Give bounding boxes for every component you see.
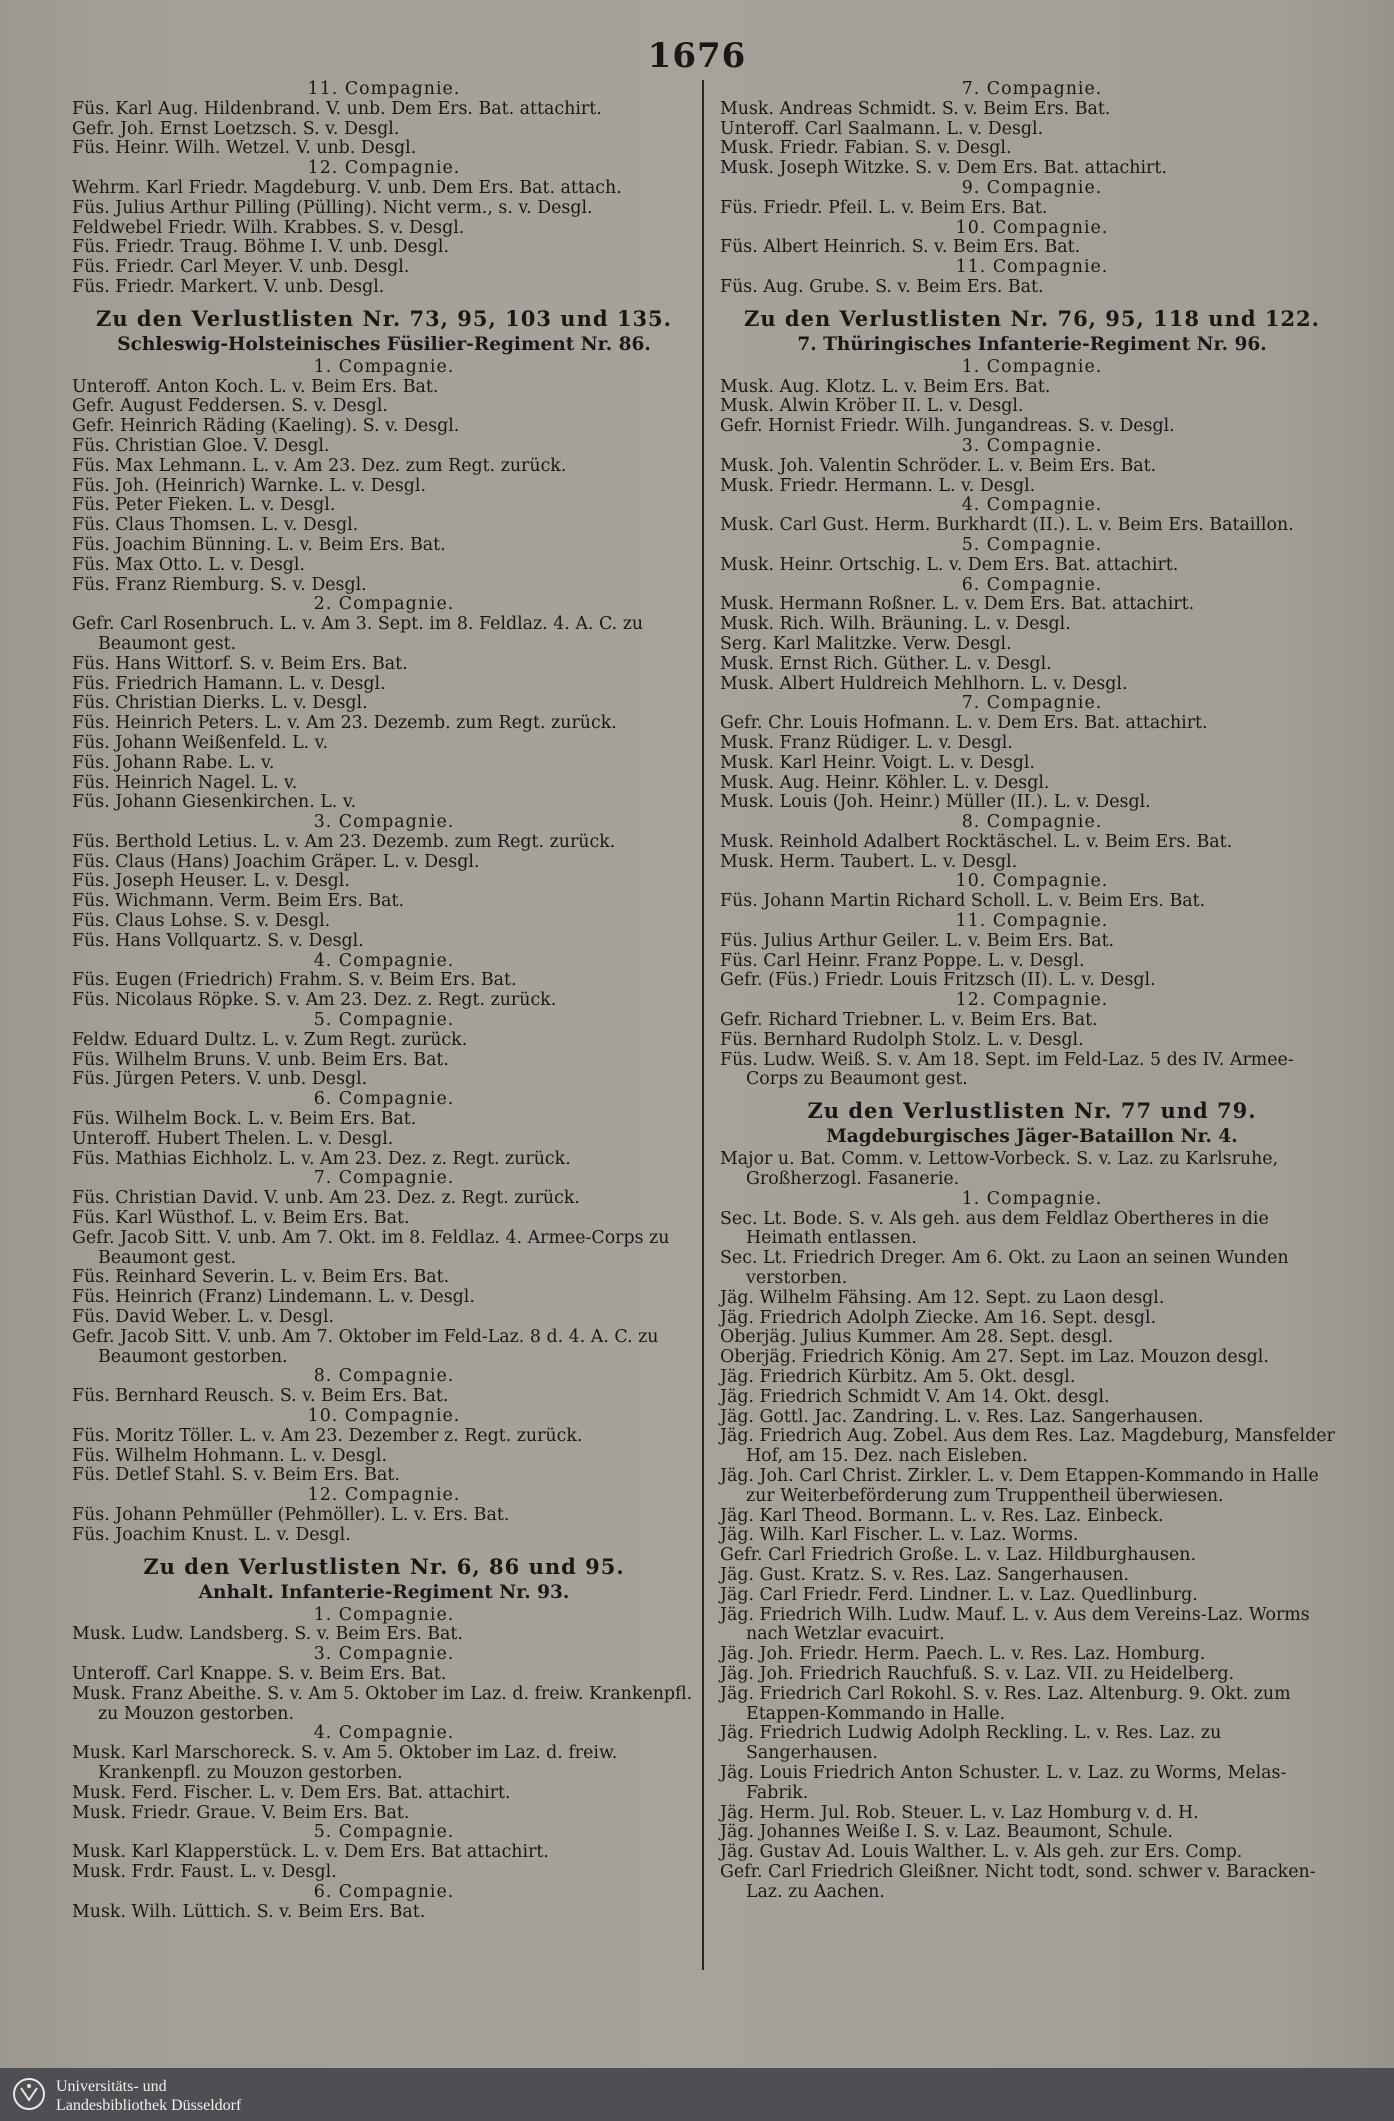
casualty-entry: Füs. Heinrich (Franz) Lindemann. L. v. Desgl. [72, 1287, 475, 1308]
casualty-entry: Füs. Friedr. Markert. V. unb. Desgl. [72, 276, 385, 297]
casualty-list-heading: Zu den Verlustlisten Nr. 77 und 79. [807, 1098, 1257, 1124]
casualty-entry: Musk. Karl Klapperstück. L. v. Dem Ers. Bat attachirt. [72, 1842, 549, 1863]
casualty-entry: Jäg. Friedrich Ludwig Adolph Reckling. L. v. Res. Laz. zu Sangerhausen. [720, 1723, 1222, 1764]
casualty-entry: Füs. Julius Arthur Pilling (Pülling). Nicht verm., s. v. Desgl. [72, 197, 593, 218]
company-heading: 8. Compagnie. [961, 812, 1103, 833]
casualty-entry: Musk. Joh. Valentin Schröder. L. v. Beim Ers. Bat. [720, 455, 1157, 476]
casualty-entry: Jäg. Louis Friedrich Anton Schuster. L. v. Laz. zu Worms, Melas-Fabrik. [720, 1762, 1287, 1803]
company-heading: 4. Compagnie. [313, 950, 455, 971]
casualty-entry: Jäg. Friedrich Schmidt V. Am 14. Okt. desgl. [720, 1386, 1110, 1407]
casualty-entry: Füs. Claus (Hans) Joachim Gräper. L. v. Desgl. [72, 851, 480, 872]
casualty-entry: Füs. Jürgen Peters. V. unb. Desgl. [72, 1069, 368, 1090]
casualty-entry: Musk. Reinhold Adalbert Rocktäschel. L. v. Beim Ers. Bat. [720, 831, 1233, 852]
company-heading: 3. Compagnie. [961, 435, 1103, 456]
casualty-entry: Füs. Christian Dierks. L. v. Desgl. [72, 693, 368, 714]
casualty-entry: Füs. Bernhard Rudolph Stolz. L. v. Desgl. [720, 1029, 1084, 1050]
company-heading: 8. Compagnie. [313, 1366, 455, 1387]
casualty-entry: Füs. David Weber. L. v. Desgl. [72, 1307, 335, 1328]
casualty-entry: Musk. Albert Huldreich Mehlhorn. L. v. Desgl. [720, 673, 1128, 694]
casualty-entry: Füs. Johann Weißenfeld. L. v. [72, 732, 328, 753]
casualty-entry: Musk. Ludw. Landsberg. S. v. Beim Ers. Bat. [72, 1624, 463, 1645]
casualty-entry: Füs. Peter Fieken. L. v. Desgl. [72, 495, 336, 516]
regiment-heading: Magdeburgisches Jäger-Bataillon Nr. 4. [826, 1126, 1238, 1148]
casualty-entry: Füs. Moritz Töller. L. v. Am 23. Dezember z. Regt. zurück. [72, 1425, 583, 1446]
casualty-entry: Musk. Herm. Taubert. L. v. Desgl. [720, 851, 1018, 872]
casualty-entry: Gefr. Joh. Ernst Loetzsch. S. v. Desgl. [72, 118, 400, 139]
casualty-entry: Jäg. Joh. Friedrich Rauchfuß. S. v. Laz. VII. zu Heidelberg. [720, 1663, 1235, 1684]
regiment-heading: Schleswig-Holsteinisches Füsilier-Regiment Nr. 86. [117, 333, 651, 355]
casualty-entry: Musk. Friedr. Hermann. L. v. Desgl. [720, 475, 1036, 496]
company-heading: 1. Compagnie. [961, 356, 1103, 377]
casualty-entry: Füs. Hans Wittorf. S. v. Beim Ers. Bat. [72, 653, 408, 674]
casualty-entry: Füs. Berthold Letius. L. v. Am 23. Dezemb. zum Regt. zurück. [72, 831, 616, 852]
casualty-entry: Gefr. Carl Friedrich Große. L. v. Laz. Hildburghausen. [720, 1545, 1196, 1566]
company-heading: 3. Compagnie. [313, 812, 455, 833]
casualty-entry: Musk. Heinr. Ortschig. L. v. Dem Ers. Bat. attachirt. [720, 554, 1179, 575]
company-heading: 9. Compagnie. [961, 177, 1103, 198]
company-heading: 12. Compagnie. [307, 1485, 461, 1506]
casualty-entry: Serg. Karl Malitzke. Verw. Desgl. [720, 633, 1012, 654]
casualty-entry: Füs. Claus Thomsen. L. v. Desgl. [72, 515, 359, 536]
company-heading: 1. Compagnie. [961, 1188, 1103, 1209]
regiment-heading: 7. Thüringisches Infanterie-Regiment Nr. 96. [797, 333, 1267, 355]
casualty-entry: Sec. Lt. Friedrich Dreger. Am 6. Okt. zu Laon an seinen Wunden verstorben. [720, 1248, 1289, 1289]
casualty-entry: Musk. Louis (Joh. Heinr.) Müller (II.). L. v. Desgl. [720, 792, 1151, 813]
casualty-entry: Jäg. Joh. Carl Christ. Zirkler. L. v. Dem Etappen-Kommando in Halle zur Weiterbeförderung zum Truppentheil überwiesen. [720, 1466, 1319, 1506]
casualty-entry: Füs. Ludw. Weiß. S. v. Am 18. Sept. im Feld-Laz. 5 des IV. Armee-Corps zu Beaumont gest. [720, 1049, 1294, 1090]
company-heading: 12. Compagnie. [955, 990, 1109, 1011]
casualty-entry: Füs. Wichmann. Verm. Beim Ers. Bat. [72, 891, 405, 912]
casualty-entry: Gefr. Jacob Sitt. V. unb. Am 7. Okt. im 8. Feldlaz. 4. Armee-Corps zu Beaumont gest. [72, 1227, 670, 1268]
casualty-entry: Füs. Mathias Eichholz. L. v. Am 23. Dez. z. Regt. zurück. [72, 1148, 571, 1169]
ulb-logo-icon [12, 2076, 46, 2112]
casualty-entry: Füs. Johann Giesenkirchen. L. v. [72, 792, 357, 813]
casualty-entry: Jäg. Wilh. Karl Fischer. L. v. Laz. Worms. [720, 1525, 1079, 1546]
casualty-entry: Jäg. Joh. Friedr. Herm. Paech. L. v. Res. Laz. Homburg. [720, 1644, 1206, 1665]
casualty-entry: Musk. Andreas Schmidt. S. v. Beim Ers. Bat. [720, 98, 1111, 119]
casualty-entry: Füs. Heinrich Peters. L. v. Am 23. Dezemb. zum Regt. zurück. [72, 713, 617, 734]
casualty-entry: Gefr. August Feddersen. S. v. Desgl. [72, 396, 388, 417]
company-heading: 5. Compagnie. [961, 534, 1103, 555]
casualty-entry: Füs. Johann Pehmüller (Pehmöller). L. v. Ers. Bat. [72, 1504, 510, 1525]
casualty-list-heading: Zu den Verlustlisten Nr. 73, 95, 103 und 135. [96, 305, 672, 331]
casualty-entry: Jäg. Carl Friedr. Ferd. Lindner. L. v. Laz. Quedlinburg. [720, 1584, 1198, 1605]
casualty-entry: Füs. Christian David. V. unb. Am 23. Dez. z. Regt. zurück. [72, 1188, 580, 1209]
casualty-entry: Füs. Wilhelm Bock. L. v. Beim Ers. Bat. [72, 1109, 417, 1130]
casualty-entry: Füs. Karl Aug. Hildenbrand. V. unb. Dem Ers. Bat. attachirt. [72, 98, 602, 119]
casualty-entry: Füs. Friedr. Traug. Böhme I. V. unb. Desgl. [72, 237, 449, 258]
casualty-entry: Musk. Aug. Heinr. Köhler. L. v. Desgl. [720, 772, 1050, 793]
casualty-entry: Feldw. Eduard Dultz. L. v. Zum Regt. zurück. [72, 1029, 468, 1050]
company-heading: 10. Compagnie. [955, 217, 1109, 238]
casualty-entry: Oberjäg. Friedrich König. Am 27. Sept. im Laz. Mouzon desgl. [720, 1347, 1269, 1368]
casualty-entry: Jäg. Friedrich Adolph Ziecke. Am 16. Sept. desgl. [720, 1307, 1157, 1328]
casualty-entry: Musk. Ernst Rich. Güther. L. v. Desgl. [720, 653, 1052, 674]
casualty-entry: Jäg. Friedrich Carl Rokohl. S. v. Res. Laz. Altenburg. 9. Okt. zum Etappen-Kommando in Halle. [720, 1683, 1291, 1724]
casualty-entry: Füs. Joh. (Heinrich) Warnke. L. v. Desgl. [72, 475, 427, 496]
library-name-line-1: Universitäts- und [56, 2078, 167, 2095]
casualty-entry: Jäg. Karl Theod. Bormann. L. v. Res. Laz. Einbeck. [720, 1505, 1164, 1526]
casualty-entry: Musk. Hermann Roßner. L. v. Dem Ers. Bat. attachirt. [720, 594, 1195, 615]
casualty-entry: Jäg. Friedrich Aug. Zobel. Aus dem Res. Laz. Magdeburg, Mansfelder Hof, am 15. Dez. nach Eisleben. [720, 1426, 1335, 1467]
casualty-entry: Füs. Reinhard Severin. L. v. Beim Ers. Bat. [72, 1267, 450, 1288]
casualty-entry: Füs. Johann Martin Richard Scholl. L. v. Beim Ers. Bat. [720, 891, 1206, 912]
casualty-entry: Füs. Wilhelm Hohmann. L. v. Desgl. [72, 1445, 387, 1466]
casualty-entry: Füs. Bernhard Reusch. S. v. Beim Ers. Bat. [72, 1386, 449, 1407]
company-heading: 1. Compagnie. [313, 1604, 455, 1625]
casualty-entry: Musk. Rich. Wilh. Bräuning. L. v. Desgl. [720, 614, 1071, 635]
company-heading: 12. Compagnie. [307, 158, 461, 179]
company-heading: 10. Compagnie. [955, 871, 1109, 892]
casualty-entry: Füs. Joseph Heuser. L. v. Desgl. [72, 871, 350, 892]
casualty-entry: Jäg. Johannes Weiße I. S. v. Laz. Beaumont, Schule. [720, 1822, 1173, 1843]
casualty-entry: Musk. Alwin Kröber II. L. v. Desgl. [720, 396, 1024, 417]
casualty-entry: Jäg. Gust. Kratz. S. v. Res. Laz. Sangerhausen. [720, 1564, 1130, 1585]
casualty-entry: Musk. Franz Abeithe. S. v. Am 5. Oktober im Laz. d. freiw. Krankenpfl. zu Mouzon gestorben. [72, 1683, 693, 1724]
casualty-entry: Musk. Wilh. Lüttich. S. v. Beim Ers. Bat. [72, 1901, 426, 1922]
casualty-entry: Musk. Ferd. Fischer. L. v. Dem Ers. Bat. attachirt. [72, 1782, 511, 1803]
company-heading: 7. Compagnie. [961, 693, 1103, 714]
casualty-entry: Gefr. (Füs.) Friedr. Louis Fritzsch (II). L. v. Desgl. [720, 970, 1156, 991]
casualty-entry: Musk. Friedr. Graue. V. Beim Ers. Bat. [72, 1802, 410, 1823]
casualty-entry: Füs. Friedrich Hamann. L. v. Desgl. [72, 673, 386, 694]
company-heading: 11. Compagnie. [955, 911, 1109, 932]
casualty-entry: Jäg. Gottl. Jac. Zandring. L. v. Res. Laz. Sangerhausen. [720, 1406, 1204, 1427]
casualty-entry: Jäg. Wilhelm Fähsing. Am 12. Sept. zu Laon desgl. [720, 1287, 1165, 1308]
casualty-entry: Füs. Hans Vollquartz. S. v. Desgl. [72, 930, 364, 951]
company-heading: 6. Compagnie. [313, 1089, 455, 1110]
casualty-entry: Füs. Friedr. Pfeil. L. v. Beim Ers. Bat. [720, 197, 1048, 218]
company-heading: 4. Compagnie. [961, 495, 1103, 516]
company-heading: 3. Compagnie. [313, 1644, 455, 1665]
casualty-entry: Musk. Joseph Witzke. S. v. Dem Ers. Bat. attachirt. [720, 158, 1167, 179]
casualty-entry: Füs. Eugen (Friedrich) Frahm. S. v. Beim Ers. Bat. [72, 970, 517, 991]
column-divider [702, 80, 704, 1970]
company-heading: 5. Compagnie. [313, 1010, 455, 1031]
casualty-entry: Füs. Johann Rabe. L. v. [72, 752, 275, 773]
casualty-entry: Füs. Albert Heinrich. S. v. Beim Ers. Bat. [720, 237, 1081, 258]
casualty-entry: Musk. Franz Rüdiger. L. v. Desgl. [720, 732, 1013, 753]
casualty-entry: Musk. Karl Heinr. Voigt. L. v. Desgl. [720, 752, 1035, 773]
casualty-entry: Füs. Max Otto. L. v. Desgl. [72, 554, 306, 575]
casualty-entry: Gefr. Carl Friedrich Gleißner. Nicht todt, sond. schwer v. Baracken-Laz. zu Aachen. [720, 1861, 1316, 1902]
casualty-entry: Musk. Karl Marschoreck. S. v. Am 5. Oktober im Laz. d. freiw. Krankenpfl. zu Mouzon gestorben. [72, 1743, 618, 1783]
casualty-entry: Gefr. Jacob Sitt. V. unb. Am 7. Oktober im Feld-Laz. 8 d. 4. A. C. zu Beaumont gestorben. [72, 1326, 659, 1367]
library-name [56, 2077, 241, 2115]
casualty-entry: Oberjäg. Julius Kummer. Am 28. Sept. desgl. [720, 1327, 1114, 1348]
company-heading: 10. Compagnie. [307, 1406, 461, 1426]
casualty-entry: Major u. Bat. Comm. v. Lettow-Vorbeck. S. v. Laz. zu Karlsruhe, Großherzogl. Fasanerie. [720, 1149, 1279, 1190]
casualty-list-heading: Zu den Verlustlisten Nr. 76, 95, 118 und 122. [744, 305, 1320, 331]
company-heading: 7. Compagnie. [961, 79, 1103, 99]
casualty-entry: Musk. Aug. Klotz. L. v. Beim Ers. Bat. [720, 376, 1051, 397]
casualty-entry: Füs. Heinrich Nagel. L. v. [72, 772, 298, 793]
left-column [72, 80, 696, 1922]
library-footer [0, 2068, 1394, 2121]
casualty-entry: Füs. Nicolaus Röpke. S. v. Am 23. Dez. z. Regt. zurück. [72, 990, 557, 1011]
casualty-entry: Sec. Lt. Bode. S. v. Als geh. aus dem Feldlaz Obertheres in die Heimath entlassen. [720, 1208, 1269, 1249]
casualty-entry: Füs. Christian Gloe. V. Desgl. [72, 435, 330, 456]
casualty-entry: Jäg. Gustav Ad. Louis Walther. L. v. Als geh. zur Ers. Comp. [720, 1842, 1243, 1863]
casualty-entry: Füs. Carl Heinr. Franz Poppe. L. v. Desgl. [720, 950, 1085, 971]
company-heading: 11. Compagnie. [307, 79, 461, 99]
casualty-list-heading: Zu den Verlustlisten Nr. 6, 86 und 95. [143, 1553, 625, 1579]
casualty-entry: Musk. Carl Gust. Herm. Burkhardt (II.). L. v. Beim Ers. Bataillon. [720, 515, 1294, 536]
regiment-heading: Anhalt. Infanterie-Regiment Nr. 93. [198, 1581, 570, 1603]
casualty-entry: Musk. Friedr. Fabian. S. v. Desgl. [720, 138, 1012, 159]
casualty-entry: Jäg. Friedrich Wilh. Ludw. Mauf. L. v. Aus dem Vereins-Laz. Worms nach Wetzlar evacuirt. [720, 1604, 1310, 1645]
company-heading: 11. Compagnie. [955, 257, 1109, 278]
company-heading: 4. Compagnie. [313, 1723, 455, 1744]
casualty-entry: Musk. Frdr. Faust. L. v. Desgl. [72, 1861, 337, 1882]
casualty-entry: Füs. Wilhelm Bruns. V. unb. Beim Ers. Bat. [72, 1049, 449, 1070]
casualty-entry: Füs. Julius Arthur Geiler. L. v. Beim Ers. Bat. [720, 930, 1115, 951]
right-column [720, 80, 1344, 1903]
casualty-entry: Jäg. Friedrich Kürbitz. Am 5. Okt. desgl. [720, 1367, 1076, 1388]
casualty-entry: Wehrm. Karl Friedr. Magdeburg. V. unb. Dem Ers. Bat. attach. [72, 177, 622, 198]
casualty-entry: Füs. Joachim Knust. L. v. Desgl. [72, 1524, 351, 1545]
casualty-entry: Füs. Max Lehmann. L. v. Am 23. Dez. zum Regt. zurück. [72, 455, 567, 476]
casualty-entry: Füs. Aug. Grube. S. v. Beim Ers. Bat. [720, 276, 1044, 297]
casualty-entry: Füs. Claus Lohse. S. v. Desgl. [72, 911, 331, 932]
casualty-entry: Füs. Heinr. Wilh. Wetzel. V. unb. Desgl. [72, 138, 417, 159]
casualty-entry: Füs. Karl Wüsthof. L. v. Beim Ers. Bat. [72, 1208, 410, 1229]
company-heading: 6. Compagnie. [313, 1881, 455, 1902]
page-number: 1676 [647, 36, 747, 76]
casualty-entry: Feldwebel Friedr. Wilh. Krabbes. S. v. Desgl. [72, 217, 465, 238]
casualty-entry: Füs. Franz Riemburg. S. v. Desgl. [72, 574, 367, 595]
casualty-entry: Unteroff. Carl Saalmann. L. v. Desgl. [720, 118, 1044, 139]
casualty-entry: Füs. Joachim Bünning. L. v. Beim Ers. Bat. [72, 534, 446, 555]
casualty-entry: Unteroff. Carl Knappe. S. v. Beim Ers. Bat. [72, 1663, 447, 1684]
casualty-entry: Gefr. Chr. Louis Hofmann. L. v. Dem Ers. Bat. attachirt. [720, 713, 1208, 734]
company-heading: 1. Compagnie. [313, 356, 455, 377]
company-heading: 5. Compagnie. [313, 1822, 455, 1843]
company-heading: 6. Compagnie. [961, 574, 1103, 595]
casualty-entry: Unteroff. Anton Koch. L. v. Beim Ers. Bat. [72, 376, 439, 397]
casualty-entry: Füs. Friedr. Carl Meyer. V. unb. Desgl. [72, 257, 410, 278]
casualty-entry: Gefr. Richard Triebner. L. v. Beim Ers. Bat. [720, 1010, 1098, 1031]
company-heading: 2. Compagnie. [313, 594, 455, 615]
casualty-entry: Füs. Detlef Stahl. S. v. Beim Ers. Bat. [72, 1465, 400, 1486]
casualty-entry: Jäg. Herm. Jul. Rob. Steuer. L. v. Laz Homburg v. d. H. [720, 1802, 1199, 1823]
casualty-entry: Gefr. Carl Rosenbruch. L. v. Am 3. Sept. im 8. Feldlaz. 4. A. C. zu Beaumont gest. [72, 614, 644, 654]
company-heading: 7. Compagnie. [313, 1168, 455, 1189]
casualty-entry: Unteroff. Hubert Thelen. L. v. Desgl. [72, 1128, 394, 1149]
library-name-line-2: Landesbibliothek Düsseldorf [56, 2097, 242, 2114]
casualty-entry: Gefr. Heinrich Räding (Kaeling). S. v. Desgl. [72, 416, 460, 437]
casualty-entry: Gefr. Hornist Friedr. Wilh. Jungandreas. S. v. Desgl. [720, 416, 1175, 437]
